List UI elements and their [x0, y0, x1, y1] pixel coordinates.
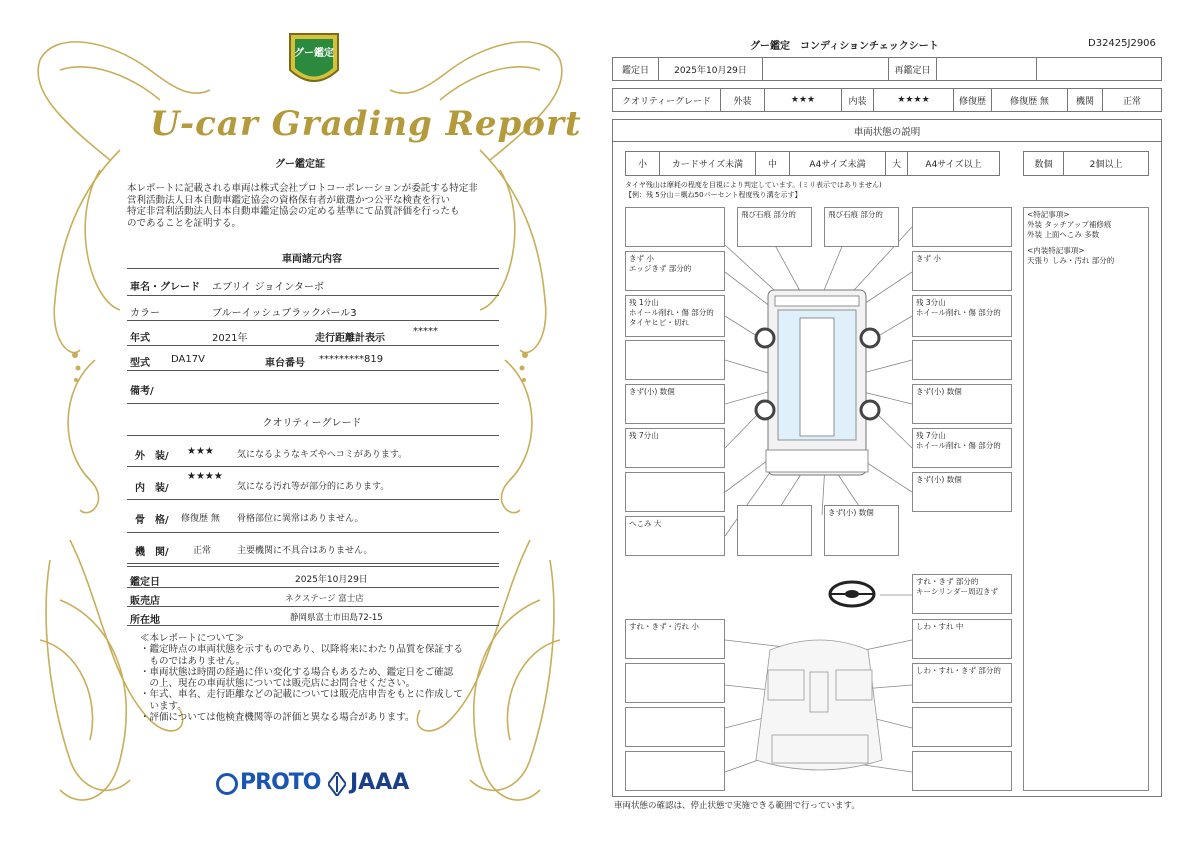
quality-row-exterior — [127, 437, 499, 467]
special-note: 外装 タッチアップ補修痕 — [1027, 220, 1112, 229]
damage-box: きず(小) 数個 — [912, 472, 1012, 512]
size-large: 大 — [886, 152, 908, 175]
model-label: 型式 — [130, 358, 150, 369]
info-row-date — [127, 566, 499, 588]
engine-value: 正常 — [1122, 96, 1141, 107]
car-top-view — [756, 290, 879, 475]
damage-box — [625, 340, 725, 380]
spec-row-year — [127, 322, 499, 346]
address-label: 所在地 — [130, 615, 160, 626]
cert-line: 営利活動法人日本自動車鑑定協会の資格保有者が厳選かつ公平な検査を行い — [127, 194, 451, 206]
steering-wheel-icon — [830, 582, 874, 606]
interior-special-note: 天張り しみ・汚れ 部分的 — [1027, 256, 1115, 265]
frame-value: 修復歴 無 — [181, 514, 220, 524]
goo-appraisal-badge — [286, 30, 342, 94]
chassis-label: 車台番号 — [265, 358, 305, 369]
color-label: カラー — [130, 308, 160, 319]
exterior-label: 外装 — [721, 89, 765, 111]
jaaa-logo-icon — [328, 772, 346, 796]
note-line: ものではありません。 — [140, 655, 246, 667]
spec-row-model — [127, 347, 499, 371]
quality-row-frame — [127, 501, 499, 533]
divider — [127, 268, 499, 269]
damage-box — [625, 472, 725, 512]
damage-box: きず(小) 数個 — [824, 505, 899, 556]
appraisal-date-value: 2025年10月29日 — [295, 575, 368, 585]
badge-label: グー鑑定 — [294, 48, 334, 59]
damage-box: きず 小 エッジきず 部分的 — [625, 251, 725, 291]
exterior-label: 外 装/ — [135, 451, 169, 462]
note-line: ・評価については他検査機関等の評価と異なる場合があります。 — [140, 712, 415, 724]
note-line: います。 — [140, 700, 187, 712]
report-notes — [140, 633, 500, 723]
damage-box: 飛び石痕 部分的 — [737, 207, 812, 247]
interior-special-title: <内装特記事項> — [1027, 246, 1085, 255]
special-note: 外装 上面へこみ 多数 — [1027, 230, 1100, 239]
certificate-text — [127, 183, 495, 229]
redate-label: 再鑑定日 — [889, 58, 937, 80]
spec-row-color — [127, 297, 499, 321]
year-label: 年式 — [130, 333, 150, 344]
note-line: ・車両状態は時間の経過に伴い変化する場合もあるため、鑑定日をご確認 — [140, 666, 454, 678]
report-title: U-car Grading Report — [150, 104, 582, 144]
interior-label: 内 装/ — [135, 483, 169, 494]
remarks-label: 備考/ — [130, 386, 154, 397]
special-title: <特記事項> — [1027, 210, 1070, 219]
cert-line: 特定非営利活動法人日本自動車鑑定協会の定める基準にて品質評価を行ったも — [127, 206, 460, 217]
frame-text: 骨格部位に異常はありません。 — [237, 514, 364, 524]
mileage-value: ***** — [413, 326, 438, 337]
exterior-text: 気になるようなキズやヘコミがあります。 — [237, 450, 408, 460]
spec-row-name — [127, 270, 499, 296]
mileage-label: 走行距離計表示 — [315, 333, 385, 344]
size-mid: 中 — [756, 152, 790, 175]
damage-box — [912, 751, 1012, 791]
damage-box — [912, 340, 1012, 380]
engine-text: 主要機関に不具合はありません。 — [237, 546, 373, 556]
proto-logo-icon — [216, 773, 238, 795]
address-value: 静岡県富士市田島72-15 — [290, 613, 383, 623]
chassis-value: *********819 — [319, 354, 384, 365]
model-value: DA17V — [171, 354, 205, 365]
damage-box: 残 7分山 ホイール削れ・傷 部分的 — [912, 428, 1012, 468]
size-small: 小 — [626, 152, 660, 175]
cert-line: のであることを証明する。 — [127, 217, 242, 229]
year-value: 2021年 — [212, 333, 248, 344]
color-value: ブルーイッシュブラックパール3 — [212, 308, 357, 319]
engine-value: 正常 — [193, 546, 212, 556]
note-line: の上、現在の車両状態については販売店にお問合せください。 — [140, 678, 416, 690]
info-row-shop — [127, 589, 499, 607]
tire-note: タイヤ残山は摩耗の程度を目視により判定しています。(ミリ表示ではありません) — [625, 181, 882, 189]
condition-check-sheet — [600, 0, 1200, 848]
section-title: 車両状態の説明 — [612, 120, 1162, 142]
size-small-desc: カードサイズ未満 — [660, 152, 756, 175]
engine-label: 機 関/ — [135, 547, 169, 558]
interior-stars: ★★★★ — [874, 89, 954, 111]
shop-value: ネクステージ 富士店 — [285, 594, 364, 604]
spec-row-remarks — [127, 372, 499, 404]
damage-box: きず(小) 数個 — [625, 384, 725, 424]
damage-box: すれ・きず 部分的 キーシリンダー周辺きず — [912, 574, 1012, 614]
proto-logo: PROTO — [240, 770, 321, 795]
name-value: エブリイ ジョインターボ — [212, 282, 324, 293]
interior-text: 気になる汚れ等が部分的にあります。 — [237, 482, 390, 492]
divider — [127, 435, 499, 436]
count-label: 数個 — [1024, 152, 1064, 175]
repair-label: 修復歴 — [954, 89, 992, 111]
shop-label: 販売店 — [130, 596, 160, 607]
cert-line: 本レポートに記載される車両は株式会社プロトコーポレーションが委託する特定非 — [127, 183, 478, 194]
date-label: 鑑定日 — [613, 58, 659, 80]
appraisal-date-label: 鑑定日 — [130, 577, 160, 588]
date-value: 2025年10月29日 — [659, 58, 763, 80]
damage-box: しわ・すれ・きず 部分的 — [912, 663, 1012, 703]
jaaa-logo: JAAA — [350, 770, 410, 795]
footer-note: 車両状態の確認は、停止状態で実施できる範囲で行っています。 — [614, 801, 860, 811]
damage-box: 残 1分山 ホイール削れ・傷 部分的 タイヤヒビ・切れ — [625, 295, 725, 337]
document-id: D32425J2906 — [1088, 38, 1156, 49]
damage-box: 残 3分山 ホイール削れ・傷 部分的 — [912, 295, 1012, 337]
damage-box: 飛び石痕 部分的 — [824, 207, 899, 247]
info-row-address — [127, 608, 499, 626]
frame-label: 骨 格/ — [135, 515, 169, 526]
size-large-desc: A4サイズ以上 — [925, 160, 982, 170]
certificate-title: グー鑑定証 — [275, 159, 325, 170]
damage-box — [625, 751, 725, 791]
damage-box — [625, 207, 725, 247]
count-desc: 2個以上 — [1089, 160, 1123, 170]
exterior-stars: ★★★ — [187, 446, 214, 457]
note-line: ・年式、車名、走行距離などの記載については販売店申告をもとに作成して — [140, 689, 463, 701]
damage-box — [912, 707, 1012, 747]
damage-box: しわ・すれ 中 — [912, 619, 1012, 659]
name-label: 車名・グレード — [130, 282, 200, 293]
damage-box: へこみ 大 — [625, 516, 725, 556]
quality-row-interior — [127, 468, 499, 500]
quality-row-engine — [127, 534, 499, 564]
car-interior-view — [756, 640, 882, 770]
sheet-title: グー鑑定 コンディションチェックシート — [750, 41, 939, 52]
quality-section-title: クオリティーグレード — [262, 418, 362, 429]
exterior-stars: ★★★ — [765, 89, 842, 111]
damage-box — [625, 663, 725, 703]
repair-value: 修復歴 無 — [992, 89, 1068, 111]
note-line: ・鑑定時点の車両状態を示すものであり、以降将来にわたり品質を保証する — [140, 644, 464, 656]
tire-example-note: 【例：残 5分山＝概ね50パーセント程度残り溝を示す】 — [625, 191, 802, 199]
interior-stars: ★★★★ — [187, 471, 223, 482]
damage-box: きず 小 — [912, 251, 1012, 291]
damage-box: きず(小) 数個 — [912, 384, 1012, 424]
engine-label: 機関 — [1068, 89, 1103, 111]
damage-box: すれ・きず・汚れ 小 — [625, 619, 725, 659]
interior-label: 内装 — [842, 89, 874, 111]
spec-section-title: 車両諸元内容 — [282, 254, 342, 265]
damage-box — [625, 707, 725, 747]
damage-box — [912, 207, 1012, 247]
quality-label: クオリティーグレード — [613, 89, 721, 111]
notes-title: ≪本レポートについて≫ — [140, 633, 245, 644]
damage-box: 残 7分山 — [625, 428, 725, 468]
damage-box — [737, 505, 812, 556]
size-mid-desc: A4サイズ未満 — [790, 152, 886, 175]
